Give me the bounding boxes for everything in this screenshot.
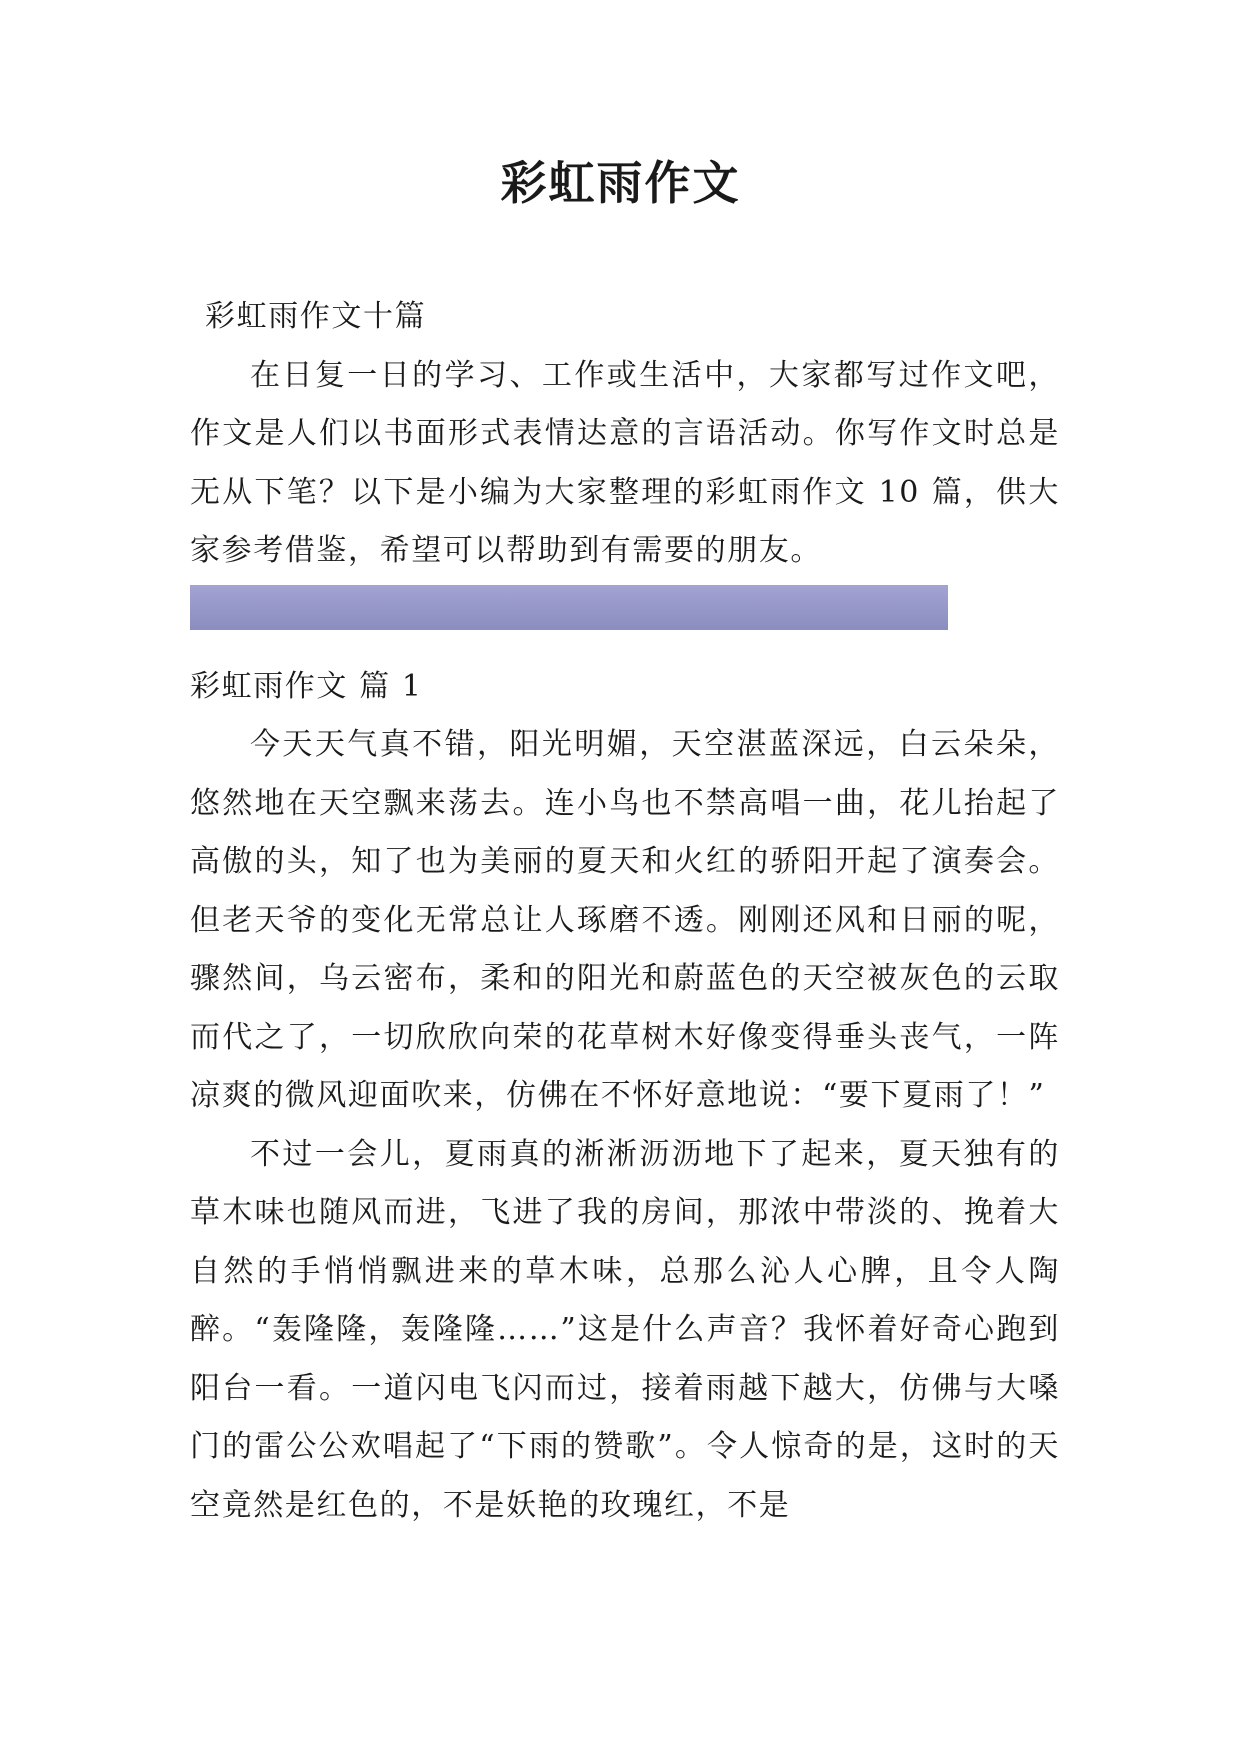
body-paragraph: 今天天气真不错，阳光明媚，天空湛蓝深远，白云朵朵，悠然地在天空飘来荡去。连小鸟也不禁高唱一曲，花儿抬起了高傲的头，知了也为美丽的夏天和火红的骄阳开起了演奏会。但老天爷的变化无常总让人琢磨不透。刚刚还风和日丽的呢，骤然间，乌云密布，柔和的阳光和蔚蓝色的天空被灰色的云取而代之了，一切欣欣向荣的花草树木好像变得垂头丧气，一阵凉爽的微风迎面吹来，仿佛在不怀好意地说：“要下夏雨了！” xyxy=(190,727,1060,1113)
banner-image xyxy=(190,585,948,630)
document-title: 彩虹雨作文 xyxy=(500,156,741,210)
section-heading: 彩虹雨作文 篇 1 xyxy=(190,668,423,704)
intro-paragraph: 在日复一日的学习、工作或生活中，大家都写过作文吧，作文是人们以书面形式表情达意的言语活动。你写作文时总是无从下笔？以下是小编为大家整理的彩虹雨作文 10 篇，供大家参考借鉴，希望可以帮助到有需要的朋友。 xyxy=(190,357,1060,568)
body-paragraph: 不过一会儿，夏雨真的淅淅沥沥地下了起来，夏天独有的草木味也随风而进，飞进了我的房间，那浓中带淡的、挽着大自然的手悄悄飘进来的草木味，总那么沁人心脾，且令人陶醉。“轰隆隆，轰隆隆……”这是什么声音？我怀着好奇心跑到阳台一看。一道闪电飞闪而过，接着雨越下越大，仿佛与大嗓门的雷公公欢唱起了“下雨的赞歌”。令人惊奇的是，这时的天空竟然是红色的，不是妖艳的玫瑰红，不是 xyxy=(190,1136,1060,1523)
document-body xyxy=(190,288,1060,1535)
document-subtitle: 彩虹雨作文十篇 xyxy=(205,299,427,334)
